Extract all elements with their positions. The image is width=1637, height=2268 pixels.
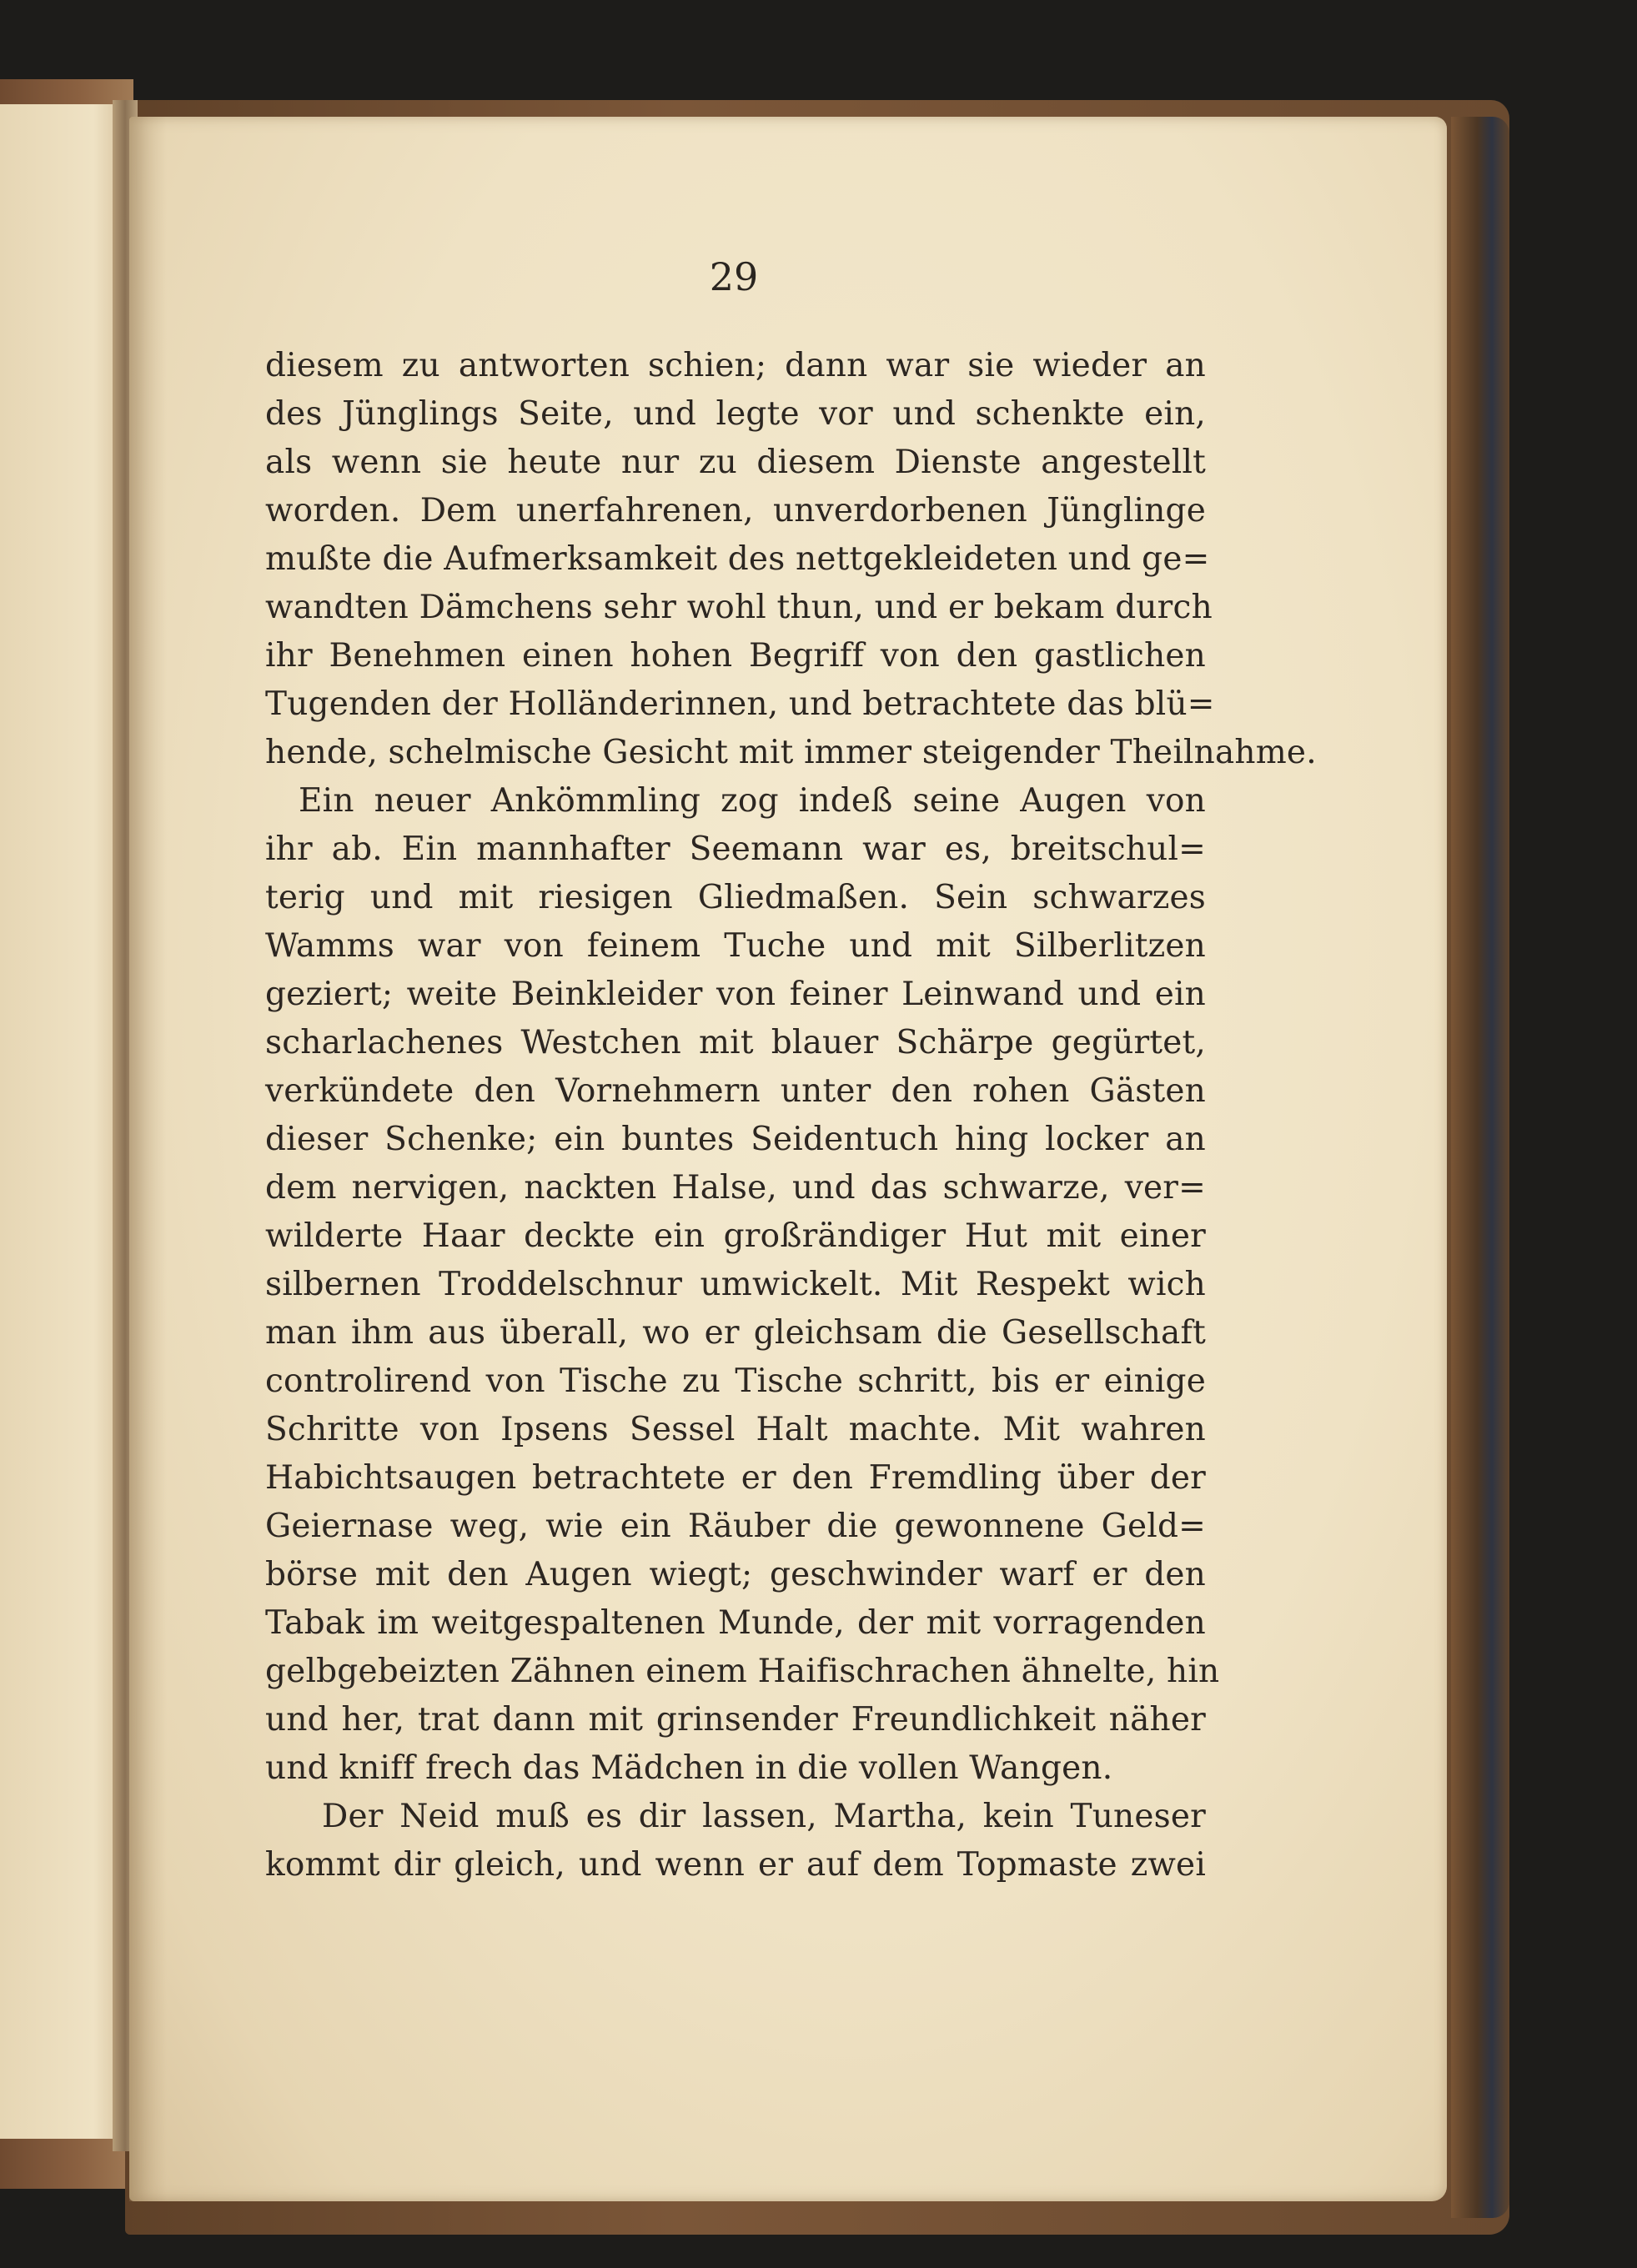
text-line: Ein neuer Ankömmling zog indeß seine Augen von xyxy=(299,782,1206,820)
text-line: Geiernase weg, wie ein Räuber die gewonnene Geld= xyxy=(265,1508,1206,1545)
text-line: geziert; weite Beinkleider von feiner Leinwand und ein xyxy=(265,976,1206,1013)
text-line: und her, trat dann mit grinsender Freundlichkeit näher xyxy=(265,1701,1206,1739)
text-line: silbernen Troddelschnur umwickelt. Mit Respekt wich xyxy=(265,1266,1206,1303)
text-line: verkündete den Vornehmern unter den rohen Gästen xyxy=(265,1072,1206,1110)
text-line: Schritte von Ipsens Sessel Halt machte. Mit wahren xyxy=(265,1411,1206,1448)
text-line: börse mit den Augen wiegt; geschwinder warf er den xyxy=(265,1556,1206,1593)
text-line: gelbgebeizten Zähnen einem Haifischrachen ähnelte, hin xyxy=(265,1653,1220,1690)
text-line: terig und mit riesigen Gliedmaßen. Sein schwarzes xyxy=(265,879,1206,916)
text-line: wandten Dämchens sehr wohl thun, und er bekam durch xyxy=(265,589,1213,626)
text-line: ihr Benehmen einen hohen Begriff von den gastlichen xyxy=(265,637,1206,675)
text-line: diesem zu antworten schien; dann war sie wieder an xyxy=(265,347,1206,384)
text-line: hende, schelmische Gesicht mit immer steigender Theilnahme. xyxy=(265,734,1317,771)
text-line: scharlachenes Westchen mit blauer Schärpe gegürtet, xyxy=(265,1024,1206,1061)
text-line: Tabak im weitgespaltenen Munde, der mit vorragenden xyxy=(265,1604,1206,1642)
text-line: Der Neid muß es dir lassen, Martha, kein Tuneser xyxy=(322,1798,1206,1835)
text-line: mußte die Aufmerksamkeit des nettgekleideten und ge= xyxy=(265,540,1210,578)
text-line: und kniff frech das Mädchen in die vollen Wangen. xyxy=(265,1749,1113,1787)
cover-edge xyxy=(1451,117,1509,2218)
text-line: Wamms war von feinem Tuche und mit Silberlitzen xyxy=(265,927,1206,965)
gutter-shadow xyxy=(129,117,167,2201)
text-line: dieser Schenke; ein buntes Seidentuch hing locker an xyxy=(265,1121,1206,1158)
text-line: wilderte Haar deckte ein großrändiger Hut mit einer xyxy=(265,1217,1206,1255)
text-line: Habichtsaugen betrachtete er den Fremdling über der xyxy=(265,1459,1206,1497)
text-line: ihr ab. Ein mannhafter Seemann war es, breitschul= xyxy=(265,830,1206,868)
page-number: 29 xyxy=(709,254,759,299)
text-line: worden. Dem unerfahrenen, unverdorbenen Jünglinge xyxy=(265,492,1206,529)
body-text xyxy=(265,342,1317,1889)
text-line: man ihm aus überall, wo er gleichsam die Gesellschaft xyxy=(265,1314,1206,1352)
text-line: des Jünglings Seite, und legte vor und schenkte ein, xyxy=(265,395,1206,433)
text-line: controlirend von Tische zu Tische schritt, bis er einige xyxy=(265,1362,1206,1400)
text-line: Tugenden der Holländerinnen, und betrachtete das blü= xyxy=(265,685,1215,723)
text-line: kommt dir gleich, und wenn er auf dem Topmaste zwei xyxy=(265,1846,1206,1884)
text-line: dem nervigen, nackten Halse, und das schwarze, ver= xyxy=(265,1169,1206,1207)
text-line: als wenn sie heute nur zu diesem Dienste angestellt xyxy=(265,444,1206,481)
left-page-edge xyxy=(0,104,125,2139)
